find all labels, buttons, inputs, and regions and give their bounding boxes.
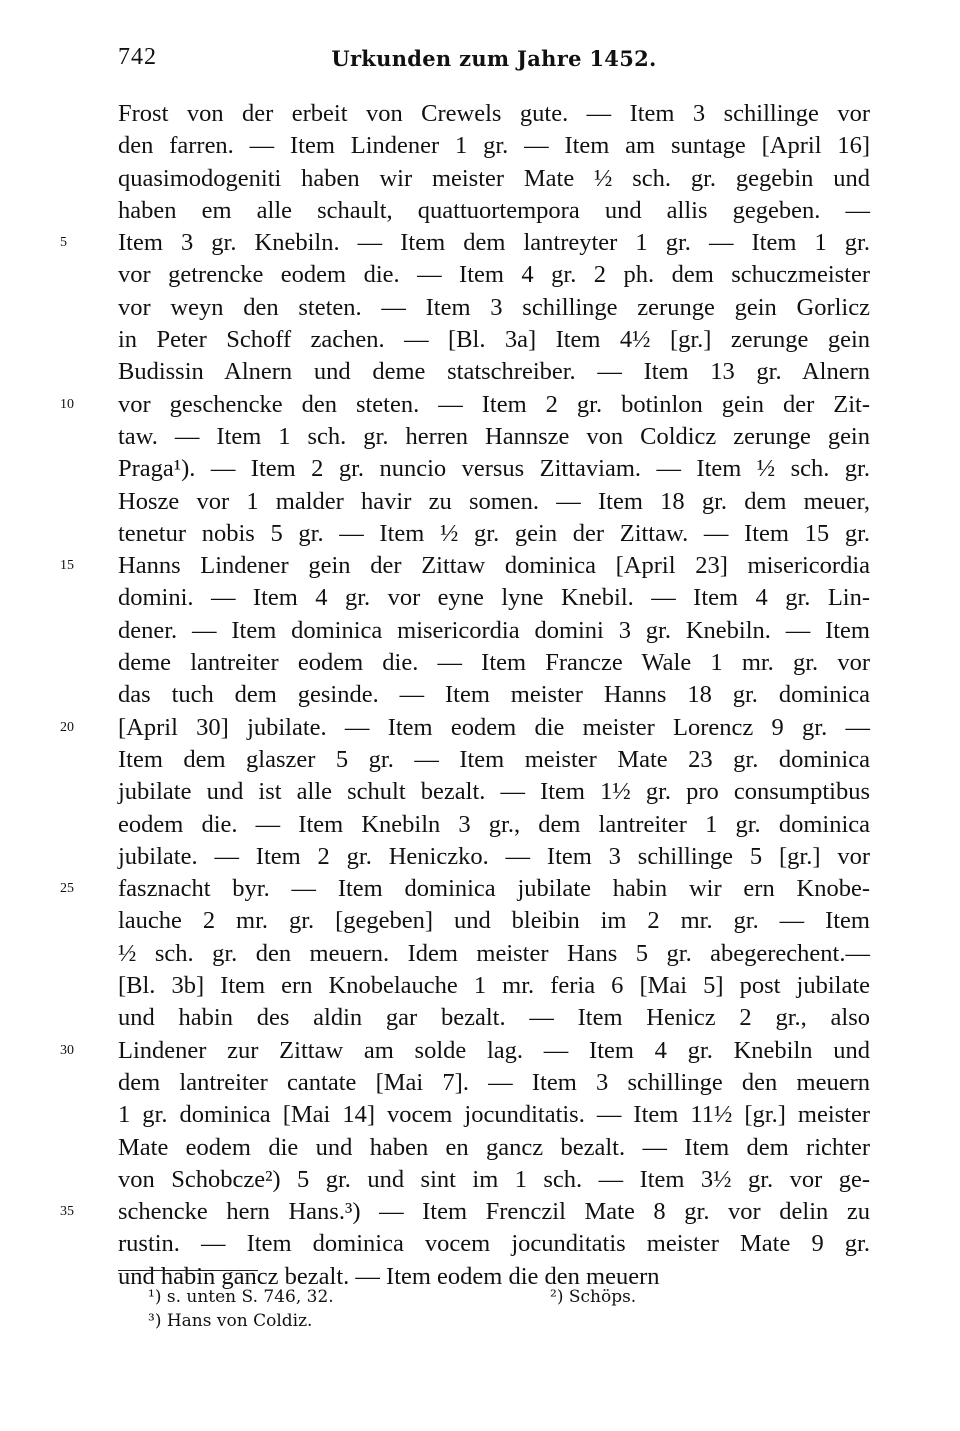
text-line (118, 292, 870, 324)
line-text: in Peter Schoff zachen. — [Bl. 3a] Item 4½ [gr.] zerunge gein (118, 326, 870, 354)
text-line (118, 615, 870, 647)
text-line (60, 389, 870, 421)
line-text: Mate eodem die und haben en gancz bezalt. — Item dem richter (118, 1133, 870, 1161)
line-number: 30 (60, 1042, 74, 1058)
text-line (118, 938, 870, 970)
line-text: Hosze vor 1 malder havir zu somen. — Item 18 gr. dem meuer, (118, 487, 870, 515)
text-line (118, 647, 870, 679)
line-text: deme lantreiter eodem die. — Item Francze Wale 1 mr. gr. vor (118, 649, 870, 677)
line-text: und habin des aldin gar bezalt. — Item Henicz 2 gr., also (118, 1004, 870, 1032)
page-header (118, 44, 870, 78)
line-text: Item dem glaszer 5 gr. — Item meister Mate 23 gr. dominica (118, 745, 870, 773)
line-text: 1 gr. dominica [Mai 14] vocem jocunditatis. — Item 11½ [gr.] meister (118, 1101, 870, 1129)
footnote-divider (118, 1270, 258, 1271)
line-text: dener. — Item dominica misericordia domini 3 gr. Knebiln. — Item (118, 616, 870, 644)
text-line (118, 1099, 870, 1131)
text-line (118, 98, 870, 130)
line-text: jubilate. — Item 2 gr. Heniczko. — Item 3 schillinge 5 [gr.] vor (118, 842, 870, 870)
text-line (118, 163, 870, 195)
text-line (118, 841, 870, 873)
text-line (118, 744, 870, 776)
line-text: vor geschencke den steten. — Item 2 gr. botinlon gein der Zit- (118, 390, 870, 418)
line-text: Frost von der erbeit von Crewels gute. — Item 3 schillinge vor (118, 100, 870, 127)
text-line (60, 712, 870, 744)
text-line (118, 421, 870, 453)
line-text: Lindener zur Zittaw am solde lag. — Item 4 gr. Knebiln und (118, 1036, 870, 1064)
line-text: von Schobcze²) 5 gr. und sint im 1 sch. — Item 3½ gr. vor ge- (118, 1165, 870, 1193)
text-line (60, 1035, 870, 1067)
line-text: dem lantreiter cantate [Mai 7]. — Item 3 schillinge den meuern (118, 1068, 870, 1096)
text-line (118, 970, 870, 1002)
text-line (118, 324, 870, 356)
line-text: haben em alle schault, quattuortempora und allis gegeben. — (118, 196, 870, 224)
line-text: den farren. — Item Lindener 1 gr. — Item am suntage [April 16] (118, 132, 870, 160)
text-line (118, 356, 870, 388)
text-line (118, 1164, 870, 1196)
text-line (118, 809, 870, 841)
text-line (60, 873, 870, 905)
line-number: 5 (60, 235, 67, 251)
line-text: ½ sch. gr. den meuern. Idem meister Hans 5 gr. abegerechent.— (118, 939, 870, 967)
line-text: Praga¹). — Item 2 gr. nuncio versus Zittaviam. — Item ½ sch. gr. (118, 455, 870, 483)
line-text: rustin. — Item dominica vocem jocunditatis meister Mate 9 gr. (118, 1230, 870, 1258)
line-text: lauche 2 mr. gr. [gegeben] und bleibin im 2 mr. gr. — Item (118, 907, 870, 935)
line-text: vor getrencke eodem die. — Item 4 gr. 2 ph. dem schuczmeister (118, 261, 870, 289)
line-number: 10 (60, 396, 74, 412)
line-number: 35 (60, 1204, 74, 1220)
text-line (118, 1228, 870, 1260)
line-text: fasznacht byr. — Item dominica jubilate habin wir ern Knobe- (118, 875, 870, 903)
line-text: das tuch dem gesinde. — Item meister Hanns 18 gr. dominica (118, 681, 870, 709)
line-text: jubilate und ist alle schult bezalt. — Item 1½ gr. pro consumptibus (118, 778, 870, 806)
text-line (60, 550, 870, 582)
text-line (118, 1132, 870, 1164)
line-text: [Bl. 3b] Item ern Knobelauche 1 mr. feria 6 [Mai 5] post jubilate (118, 972, 870, 1000)
text-line (118, 486, 870, 518)
text-line (118, 776, 870, 808)
line-text: und habin gancz bezalt. — Item eodem die den meuern (118, 1262, 660, 1290)
line-text: quasimodogeniti haben wir meister Mate ½ sch. gr. gegebin und (118, 164, 870, 192)
line-text: Budissin Alnern und deme statschreiber. — Item 13 gr. Alnern (118, 358, 870, 386)
footnote-1: ¹) s. unten S. 746, 32. (148, 1287, 334, 1307)
text-line (118, 518, 870, 550)
text-line (118, 1002, 870, 1034)
line-text: Hanns Lindener gein der Zittaw dominica [April 23] misericordia (118, 552, 870, 580)
line-text: [April 30] jubilate. — Item eodem die meister Lorencz 9 gr. — (118, 713, 870, 741)
line-text: tenetur nobis 5 gr. — Item ½ gr. gein der Zittaw. — Item 15 gr. (118, 519, 870, 547)
running-title: Urkunden zum Jahre 1452. (331, 46, 657, 71)
text-line (118, 130, 870, 162)
footnote-3: ³) Hans von Coldiz. (148, 1311, 313, 1331)
line-text: domini. — Item 4 gr. vor eyne lyne Knebil. — Item 4 gr. Lin- (118, 584, 870, 612)
line-text: taw. — Item 1 sch. gr. herren Hannsze von Coldicz zerunge gein (118, 422, 870, 450)
line-text: Item 3 gr. Knebiln. — Item dem lantreyter 1 gr. — Item 1 gr. (118, 229, 870, 257)
page-number: 742 (118, 44, 157, 70)
text-line (118, 195, 870, 227)
text-line (60, 1196, 870, 1228)
line-text: eodem die. — Item Knebiln 3 gr., dem lantreiter 1 gr. dominica (118, 810, 870, 838)
line-number: 25 (60, 881, 74, 897)
line-number: 15 (60, 558, 74, 574)
text-line (118, 259, 870, 291)
line-text: vor weyn den steten. — Item 3 schillinge zerunge gein Gorlicz (118, 293, 870, 321)
text-line (118, 1067, 870, 1099)
text-line (118, 905, 870, 937)
line-text: schencke hern Hans.³) — Item Frenczil Mate 8 gr. vor delin zu (118, 1198, 870, 1226)
footnote-2: ²) Schöps. (550, 1287, 637, 1307)
text-line (118, 679, 870, 711)
text-line (118, 453, 870, 485)
text-line (118, 582, 870, 614)
main-text (60, 98, 870, 1293)
line-number: 20 (60, 719, 74, 735)
text-line (60, 227, 870, 259)
